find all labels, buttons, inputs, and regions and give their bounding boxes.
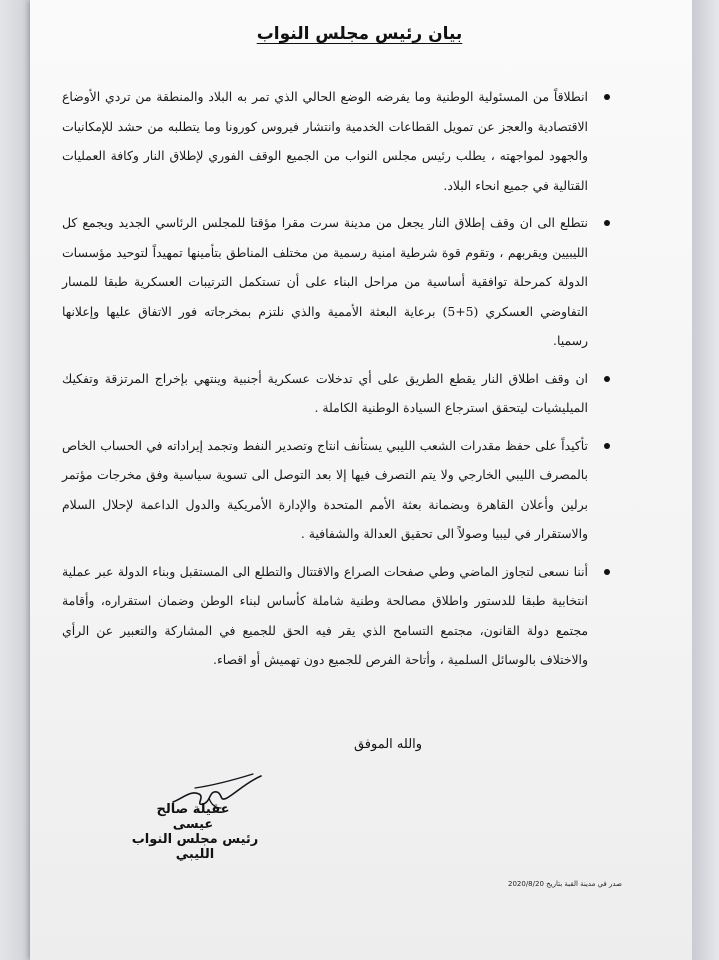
bullet-icon [604,220,610,226]
issue-place: صدر في مدينة القبة بتاريخ [546,880,622,888]
paragraph-text: أننا نسعى لتجاوز الماضي وطي صفحات الصراع والاقتتال والتطلع الى المستقبل وبناء الدولة عبر عملية انتخابية طبقا للدستور واطلاق مصالحة وطنية شاملة كأساس لبناء الوطن وضمان استقراره، وأقامة مجتمع دولة القانون، مجتمع التسامح الذي يقر فيه الحق للجميع في المشاركة والتعبير عن الرأي والاختلاف بالوسائل السلمية ، وأتاحة الفرص للجميع دون تهميش أو اقصاء. [62,563,588,667]
paragraph-text: ان وقف اطلاق النار يقطع الطريق على أي تدخلات عسكرية أجنبية وينتهي بإخراج المرتزقة وتفكيك الميليشيات ليتحقق استرجاع السيادة الوطنية الكاملة . [62,370,588,415]
scan-right-edge [692,0,719,960]
issue-footer [490,880,640,888]
bullet-icon [604,94,610,100]
scan-left-edge [0,0,30,960]
list-item [62,364,604,423]
paragraph-text: نتطلع الى ان وقف إطلاق النار يجعل من مدينة سرت مقرا مؤقتا للمجلس الرئاسي الجديد ويجمع كل الليبيين ويقربهم ، وتقوم قوة شرطية امنية رسمية من مختلف المناطق بتأمينها تمهيداً لتوحيد مؤسسات الدولة كمرحلة توافقية أساسية من مراحل البناء على أن تستكمل الترتيبات العسكرية طبقا للمسار التفاوضي العسكري (5+5) برعاية البعثة الأممية والذي نلتزم بمخرجاته فور الاتفاق عليها وإعلانها رسميا. [62,215,588,348]
list-item [62,557,604,675]
page-title: بيان رئيس مجلس النواب [256,24,463,44]
statement-body [62,82,604,683]
issue-date: 2020/8/20 [508,880,544,888]
closing-phrase: والله الموفق [353,737,423,752]
signatory-name: عقيلة صالح عيسى [156,802,230,832]
paragraph-text: انطلاقاً من المسئولية الوطنية وما يفرضه الوضع الحالي الذي تمر به البلاد والمنطقة من تردي الأوضاع الاقتصادية والعجز عن تمويل القطاعات الخدمية وانتشار فيروس كورونا وما يتطلبه من حشد للإمكانيات والجهود لمواجهته ، يطلب رئيس مجلس النواب من الجميع الوقف الفوري لإطلاق النار وكافة العمليات القتالية في جميع انحاء البلاد. [62,89,588,193]
bullet-icon [604,376,610,382]
list-item [62,82,604,200]
signatory-title: رئيس مجلس النواب الليبي [131,832,259,862]
list-item [62,208,604,356]
paragraph-text: تأكيداً على حفظ مقدرات الشعب الليبي يستأنف انتاج وتصدير النفط وتجمد إيراداته في الحساب الخاص بالمصرف الليبي الخارجي ولا يتم التصرف فيها إلا بعد التوصل الى تسوية سياسية وفق مخرجات مؤتمر برلين وأعلان القاهرة وبضمانة بعثة الأمم المتحدة والإدارة الأمريكية والدول الداعمة لإحلال السلام والاستقرار في ليبيا وصولاً الى تحقيق العدالة والشفافية . [62,437,588,541]
bullet-icon [604,569,610,575]
bullet-icon [604,443,610,449]
list-item [62,431,604,549]
